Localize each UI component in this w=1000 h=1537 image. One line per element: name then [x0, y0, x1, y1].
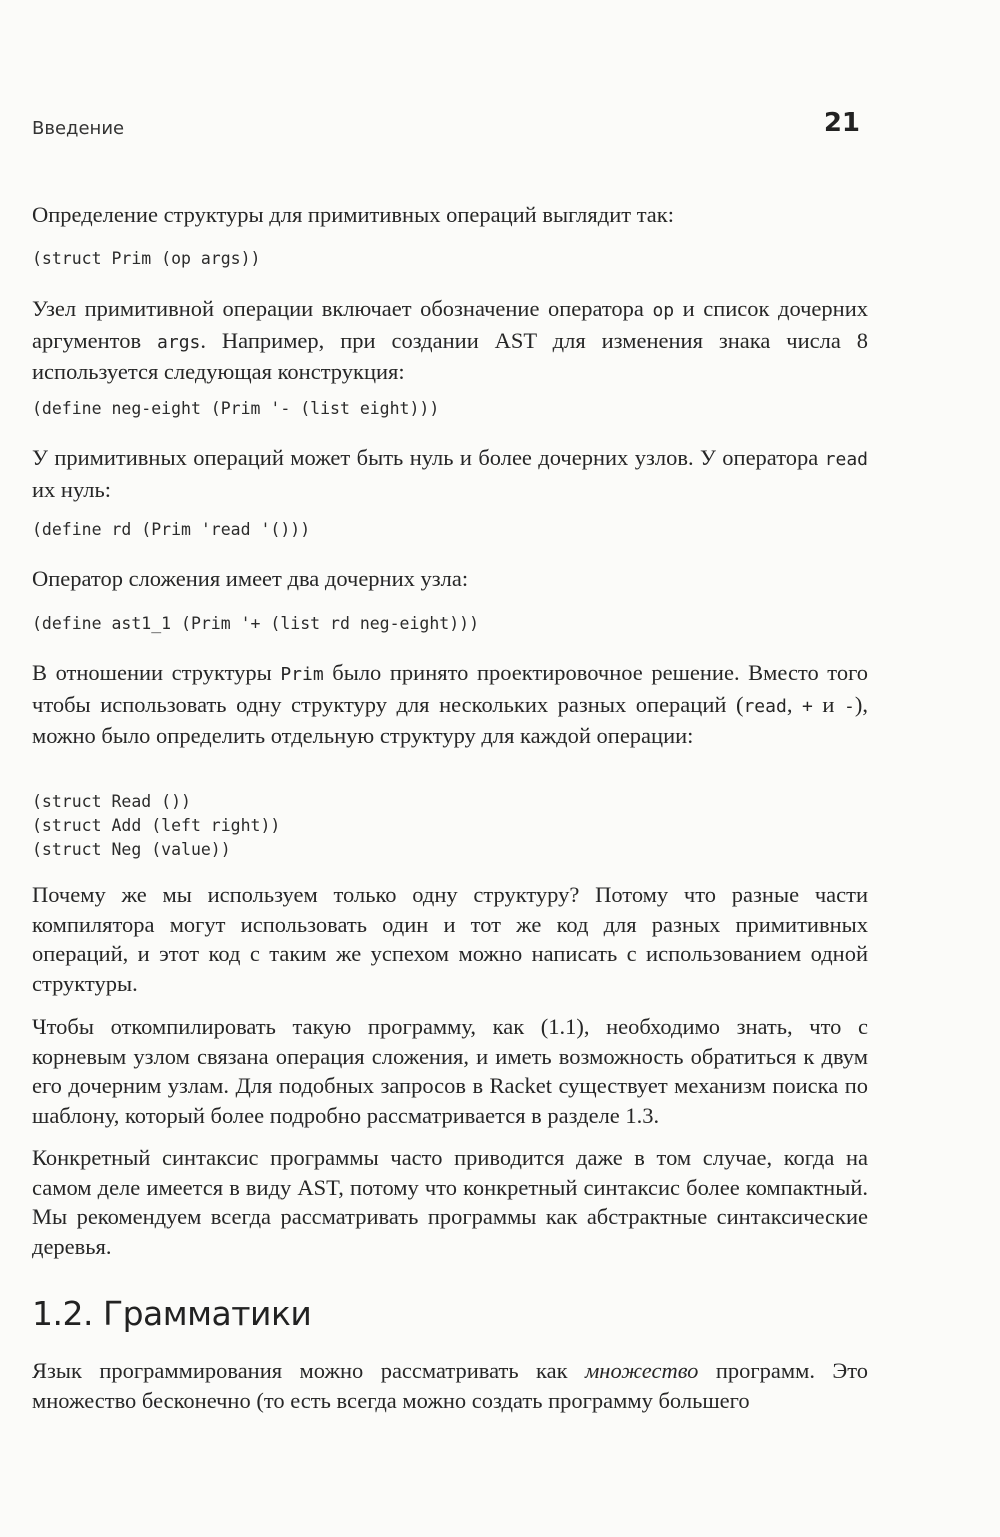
inline-code: op — [652, 300, 675, 321]
inline-code: read — [743, 695, 787, 717]
paragraph-1: Определение структуры для примитивных операций выглядит так: — [32, 202, 674, 227]
inline-code: - — [844, 695, 855, 717]
code-block-4: (define ast1_1 (Prim '+ (list rd neg-eight))) — [32, 614, 480, 633]
inline-code: read — [824, 449, 868, 470]
code-line: (struct Read ()) — [32, 792, 191, 811]
code-line: (struct Add (left right)) — [32, 816, 281, 835]
chapter-title: Введение — [32, 118, 125, 139]
inline-code: args — [157, 331, 201, 353]
paragraph-4: Оператор сложения имеет два дочерних узла: — [32, 566, 469, 591]
code-line: (struct Neg (value)) — [32, 840, 231, 859]
code-block-5 — [32, 790, 280, 862]
emphasis: множество — [584, 1358, 699, 1383]
paragraph-9: Язык программирования можно рассматривать как множество программ. Это множество бесконечно (то есть всегда можно создать программу большего — [32, 1358, 868, 1413]
paragraph-5: В отношении структуры Prim было принято проектировочное решение. Вместо того чтобы использовать одну структуру для нескольких разных операций (read, + и -), можно было определить отдельную структуру для каждой операции: — [32, 660, 868, 748]
section-heading: 1.2. Грамматики — [32, 1294, 312, 1333]
code-block-2: (define neg-eight (Prim '- (list eight))) — [32, 399, 440, 418]
paragraph-7: Чтобы откомпилировать такую программу, как (1.1), необходимо знать, что с корневым узлом связана операция сложения, и иметь возможность обратиться к двум его дочерним узлам. Для подобных запросов в Racket существует механизм поиска по шаблону, который более подробно рассматривается в разделе 1.3. — [32, 1014, 868, 1128]
inline-code: Prim — [280, 664, 324, 685]
paragraph-2: Узел примитивной операции включает обозначение оператора op и список дочерних аргументов args. Например, при создании AST для изменения знака числа 8 используется следующая конструкция: — [32, 296, 869, 384]
code-block-3: (define rd (Prim 'read '())) — [32, 520, 311, 539]
running-header — [32, 108, 868, 148]
paragraph-6: Почему же мы используем только одну структуру? Потому что разные части компилятора могут использовать один и тот же код для разных примитивных операций, и этот код с таким же успехом можно написать с использованием одной структуры. — [32, 882, 868, 996]
page-number: 21 — [823, 108, 860, 138]
code-block-1: (struct Prim (op args)) — [32, 249, 261, 268]
paragraph-8: Конкретный синтаксис программы часто приводится даже в том случае, когда на самом деле имеется в виду AST, потому что конкретный синтаксис более компактный. Мы рекомендуем всегда рассматривать программы как абстрактные синтаксические деревья. — [32, 1145, 868, 1259]
paragraph-3: У примитивных операций может быть нуль и более дочерних узлов. У оператора read их нуль: — [32, 445, 868, 502]
inline-code: + — [802, 695, 813, 717]
